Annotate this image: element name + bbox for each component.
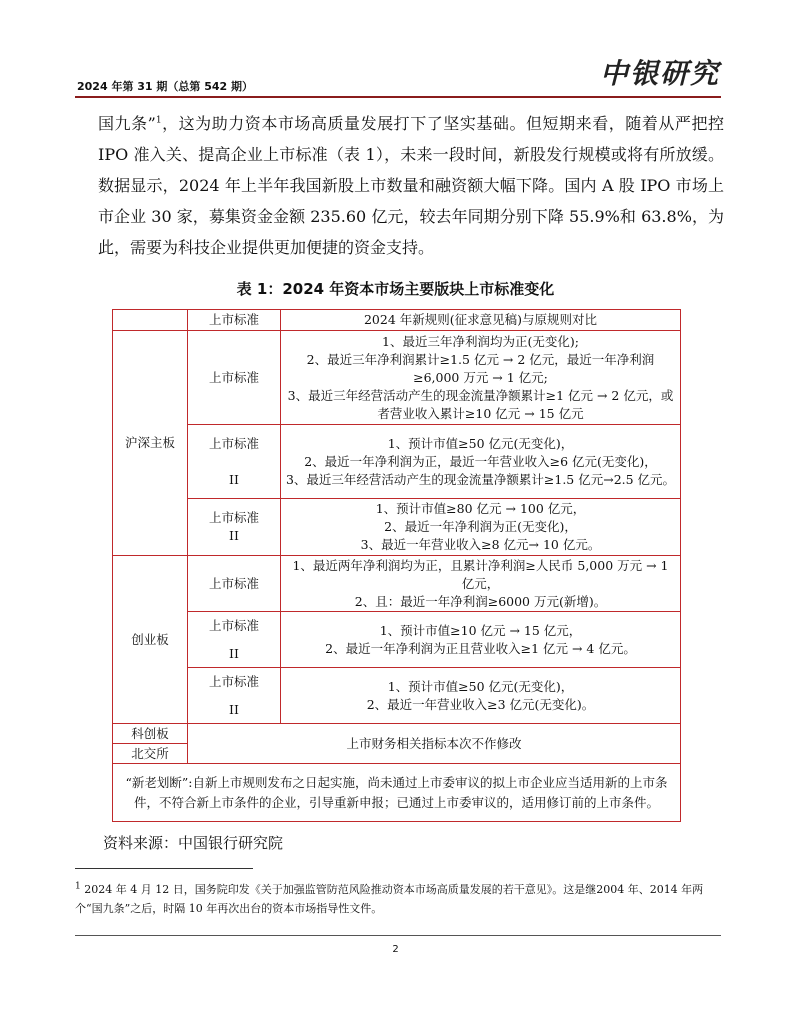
standard-name-bottom: II: [229, 701, 239, 717]
detail-line: 1、预计市值≥80 亿元 → 100 亿元，: [375, 501, 586, 516]
board-bse: 北交所: [113, 744, 188, 764]
standard-name: [188, 612, 281, 668]
listing-standards-table: [112, 309, 681, 822]
standard-detail: [281, 499, 681, 556]
standard-name: [188, 499, 281, 556]
detail-line: 2、最近一年营业收入≥3 亿元(无变化)。: [366, 696, 595, 712]
header-standard: 上市标准: [188, 310, 281, 331]
standard-name: 上市标准: [188, 331, 281, 425]
table-row: [113, 724, 681, 744]
header-empty-cell: [113, 310, 188, 331]
footnote-text: 2024 年 4 月 12 日，国务院印发《关于加强监管防范风险推动资本市场高质量发展的若干意见》。这是继2004 年、2014 年两个“国九条”之后，时隔 10 年再次出台的资本市场指导性文件。: [75, 883, 704, 915]
header-divider: [75, 96, 721, 98]
paragraph-start: 国九条”: [98, 114, 156, 133]
board-chinext: 创业板: [113, 556, 188, 724]
standard-name-bottom: II: [229, 528, 239, 543]
standard-detail: [281, 668, 681, 724]
detail-line: 1、预计市值≥50 亿元(无变化)，: [387, 435, 574, 451]
table-title: 表 1：2024 年资本市场主要版块上市标准变化: [236, 280, 555, 298]
standard-name-bottom: II: [229, 471, 239, 487]
detail-line: 3、最近一年营业收入≥8 亿元→ 10 亿元。: [360, 537, 601, 552]
detail-line: 2、且：最近一年净利润≥6000 万元(新增)。: [354, 593, 607, 609]
detail-line: 1、预计市值≥50 亿元(无变化)，: [387, 678, 574, 694]
standard-name: [188, 425, 281, 499]
footnote: [75, 880, 721, 918]
board-star: 科创板: [113, 724, 188, 744]
issue-label: 2024 年第 31 期（总第 542 期）: [77, 80, 254, 93]
table-row: [113, 331, 681, 425]
table-row: [113, 556, 681, 612]
standard-name-top: 上市标准: [208, 673, 259, 689]
table-row: [113, 764, 681, 822]
table-row: [113, 668, 681, 724]
table-header-row: [113, 310, 681, 331]
board-main: 沪深主板: [113, 331, 188, 556]
footnote-mark: 1: [75, 881, 81, 892]
footnote-divider: [75, 868, 253, 869]
detail-line: 2、最近三年净利润累计≥1.5 亿元 → 2 亿元，最近一年净利润≥6,000 万元 → 1 亿元;: [306, 351, 655, 385]
source-note: 资料来源：中国银行研究院: [103, 834, 284, 852]
no-change-note: 上市财务相关指标本次不作修改: [188, 724, 681, 764]
body-paragraph: [98, 108, 724, 263]
detail-line: 1、预计市值≥10 亿元 → 15 亿元，: [379, 622, 582, 638]
standard-name: 上市标准: [188, 556, 281, 612]
detail-line: 2、最近一年净利润为正(无变化)，: [384, 519, 577, 534]
header-comparison: 2024 年新规则(征求意见稿)与原规则对比: [281, 310, 681, 331]
footer-divider: [75, 935, 721, 936]
standard-detail: [281, 556, 681, 612]
standard-name-bottom: II: [229, 645, 239, 661]
standard-name-top: 上市标准: [208, 617, 259, 633]
table-row: [113, 612, 681, 668]
standard-name-top: 上市标准: [208, 510, 259, 525]
standard-name: [188, 668, 281, 724]
detail-line: 3、最近三年经营活动产生的现金流量净额累计≥1 亿元 → 2 亿元，或者营业收入累计≥10 亿元 → 15 亿元: [287, 387, 674, 421]
table-row: [113, 499, 681, 556]
standard-detail: [281, 612, 681, 668]
standard-name-top: 上市标准: [208, 435, 259, 451]
detail-line: 3、最近三年经营活动产生的现金流量净额累计≥1.5 亿元→2.5 亿元。: [285, 471, 676, 487]
page-number: 2: [392, 944, 399, 955]
footnote-ref[interactable]: 1: [155, 115, 162, 126]
paragraph-rest: ，这为助力资本市场高质量发展打下了坚实基础。但短期来看，随着从严把控 IPO 准入关、提高企业上市标准（表 1），未来一段时间，新股发行规模或将有所放缓。数据显示，2024 年上半年我国新股上市数量和融资额大幅下降。国内 A 股 IPO 市场上市企业 30 家，募集资金金额 235.60 亿元，较去年同期分别下降 55.9%和 63.8%，为此，需要为科技企业提供更加便捷的资金支持。: [98, 114, 724, 257]
brand-logo: 中银研究: [600, 57, 721, 90]
detail-line: 2、最近一年净利润为正，最近一年营业收入≥6 亿元(无变化)，: [304, 453, 657, 469]
table-row: [113, 425, 681, 499]
detail-line: 1、最近两年净利润均为正，且累计净利润≥人民币 5,000 万元 → 1 亿元，: [292, 557, 669, 591]
transition-note: “新老划断”:自新上市规则发布之日起实施，尚未通过上市委审议的拟上市企业应当适用新的上市条件，不符合新上市条件的企业，引导重新申报；已通过上市委审议的，适用修订前的上市条件。: [113, 764, 681, 822]
detail-line: 1、最近三年净利润均为正(无变化);: [382, 333, 579, 349]
standard-detail: [281, 331, 681, 425]
detail-line: 2、最近一年净利润为正且营业收入≥1 亿元 → 4 亿元。: [325, 640, 636, 656]
standard-detail: [281, 425, 681, 499]
